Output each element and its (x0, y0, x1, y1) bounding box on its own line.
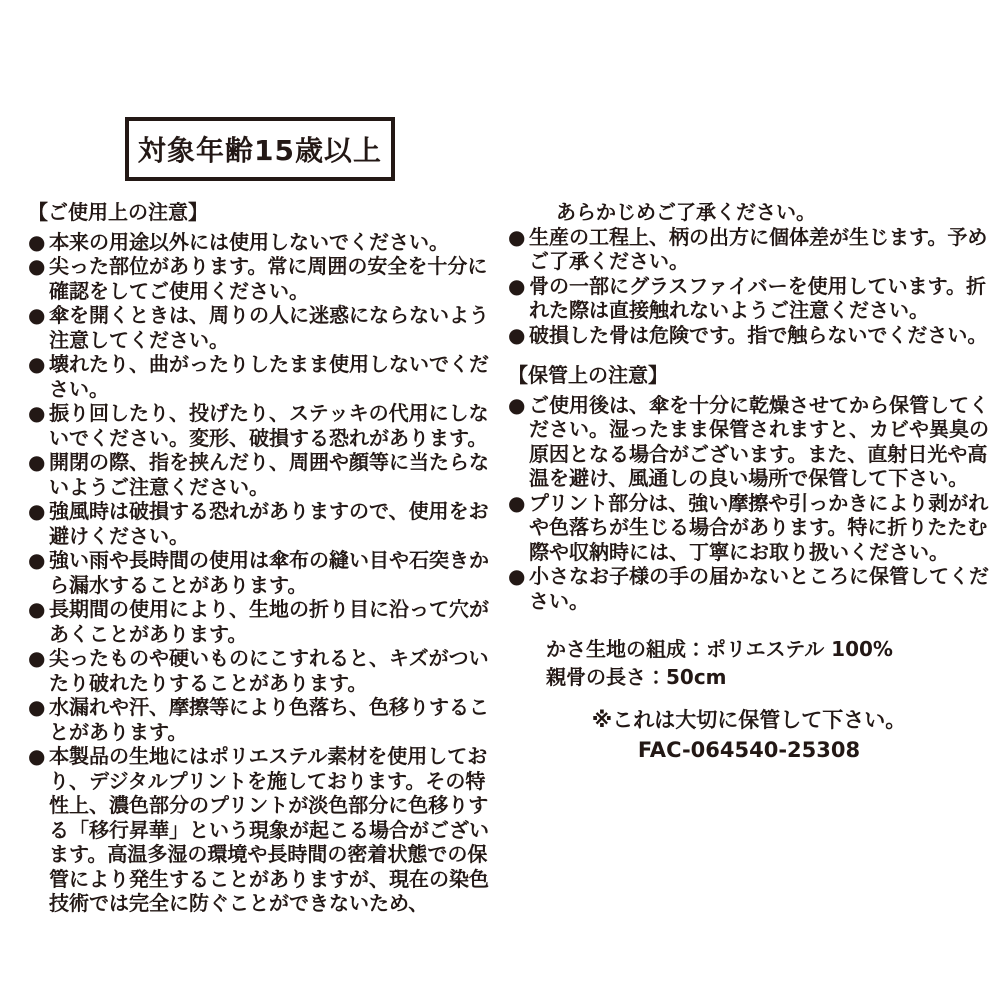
notice-item (508, 225, 990, 274)
age-restriction-text: 対象年齢15歳以上 (138, 134, 382, 167)
bullet-icon: ● (508, 564, 526, 588)
notice-item-text: 傘を開くときは、周りの人に迷惑にならないよう注意してください。 (49, 303, 489, 352)
notice-item (28, 303, 500, 352)
spec-fabric: かさ生地の組成：ポリエステル 100% (546, 637, 893, 661)
notice-item (28, 450, 500, 499)
notice-item-text: プリント部分は、強い摩擦や引っかきにより剥がれや色落ちが生じる場合があります。特に折りたたむ際や収納時には、丁寧にお取り扱いください。 (529, 490, 989, 564)
bullet-icon: ● (28, 303, 46, 327)
usage-items-left (28, 230, 500, 916)
usage-item-continuation: あらかじめご了承ください。 (556, 200, 816, 224)
spec-rib-length: 親骨の長さ：50cm (546, 665, 727, 689)
notice-item (28, 597, 500, 646)
notice-item (28, 230, 500, 255)
notice-item (28, 646, 500, 695)
notice-item-text: 振り回したり、投げたり、ステッキの代用にしないでください。変形、破損する恐れがあります。 (49, 401, 489, 450)
bullet-icon: ● (28, 695, 46, 719)
notice-item-text: 本来の用途以外には使用しないでください。 (49, 229, 449, 254)
storage-items (508, 393, 990, 614)
notice-item-text: 生産の工程上、柄の出方に個体差が生じます。予めご了承ください。 (529, 224, 988, 273)
usage-items-right (508, 225, 990, 348)
storage-section-heading: 【保管上の注意】 (508, 363, 668, 387)
notice-item (508, 393, 990, 491)
right-column (508, 200, 990, 765)
bullet-icon: ● (28, 229, 46, 254)
notice-item (508, 323, 990, 348)
bullet-icon: ● (508, 224, 526, 249)
notice-item (28, 695, 500, 744)
notice-item-text: 尖ったものや硬いものにこすれると、キズがついたり破れたりすることがあります。 (49, 646, 489, 695)
notice-item-text: 壊れたり、曲がったりしたまま使用しないでください。 (49, 352, 489, 401)
bullet-icon: ● (28, 744, 46, 768)
bullet-icon: ● (508, 490, 526, 515)
bullet-icon: ● (28, 548, 46, 572)
keep-note-text: ※これは大切に保管して下さい。 (591, 708, 907, 732)
bullet-icon: ● (28, 450, 46, 474)
bullet-icon: ● (28, 352, 46, 376)
notice-item-text: 小さなお子様の手の届かないところに保管してください。 (529, 564, 989, 613)
bullet-icon: ● (28, 254, 46, 278)
bullet-icon: ● (28, 597, 46, 621)
notice-item-text: 強風時は破損する恐れがありますので、使用をお避けください。 (49, 499, 489, 548)
bullet-icon: ● (508, 392, 526, 417)
product-code: FAC-064540-25308 (637, 738, 861, 762)
notice-item-text: 尖った部位があります。常に周囲の安全を十分に確認をしてご使用ください。 (49, 254, 488, 303)
notice-item-text: 開閉の際、指を挟んだり、周囲や顔等に当たらないようご注意ください。 (49, 450, 489, 499)
notice-item (28, 548, 500, 597)
bullet-icon: ● (508, 322, 526, 347)
bullet-icon: ● (508, 273, 526, 298)
notice-item (508, 564, 990, 613)
notice-item-text: 強い雨や長時間の使用は傘布の縫い目や石突きから漏水することがあります。 (49, 548, 489, 597)
age-restriction-box (125, 117, 395, 181)
notice-item-text: 破損した骨は危険です。指で触らないでください。 (529, 322, 988, 347)
notice-item (28, 744, 500, 916)
notice-item (28, 499, 500, 548)
notice-item (508, 274, 990, 323)
keep-note-block (508, 705, 990, 765)
notice-item-text: 骨の一部にグラスファイバーを使用しています。折れた際は直接触れないようご注意ください。 (529, 273, 986, 322)
notice-item (28, 401, 500, 450)
notice-item-text: 本製品の生地にはポリエステル素材を使用しており、デジタルプリントを施しております。その特性上、濃色部分のプリントが淡色部分に色移りする「移行昇華」という現象が起こる場合がございます。高温多湿の環境や長時間の密着状態での保管により発生することがありますが、現在の染色技術では完全に防ぐことができないため、 (49, 744, 489, 915)
bullet-icon: ● (28, 401, 46, 425)
notice-item (508, 491, 990, 565)
notice-item-text: ご使用後は、傘を十分に乾燥させてから保管してください。湿ったまま保管されますと、カビや異臭の原因となる場合がございます。また、直射日光や高温を避け、風通しの良い場所で保管して下さい。 (529, 392, 989, 490)
notice-item-text: 長期間の使用により、生地の折り目に沿って穴があくことがあります。 (49, 597, 489, 646)
bullet-icon: ● (28, 646, 46, 670)
notice-item (28, 352, 500, 401)
bullet-icon: ● (28, 499, 46, 523)
left-column (28, 200, 500, 916)
spec-block (508, 635, 990, 691)
notice-item (28, 254, 500, 303)
notice-item-text: 水漏れや汗、摩擦等により色落ち、色移りすることがあります。 (49, 695, 489, 744)
usage-section-heading: 【ご使用上の注意】 (28, 200, 208, 224)
